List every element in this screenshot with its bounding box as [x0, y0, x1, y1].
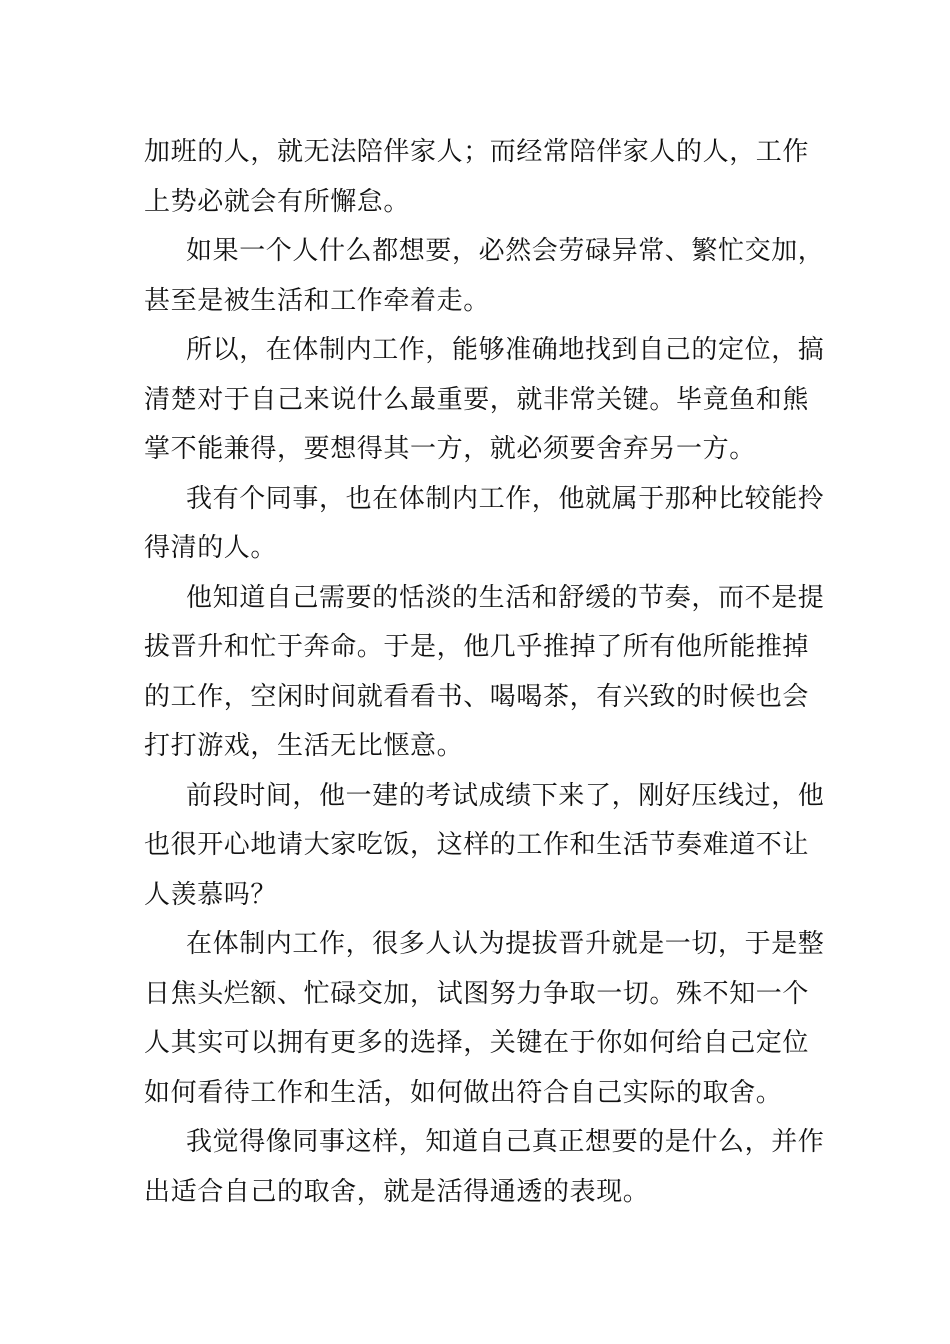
text-line: 加班的人，就无法陪伴家人；而经常陪伴家人的人，工作 — [144, 137, 810, 167]
text-line: 人羡慕吗？ — [144, 879, 278, 910]
text-line: 如果一个人什么都想要，必然会劳碌异常、繁忙交加， — [186, 236, 825, 266]
text-line: 掌不能兼得，要想得其一方，就必须要舍弃另一方。 — [144, 434, 756, 464]
text-line: 清楚对于自己来说什么最重要，就非常关键。毕竟鱼和熊 — [144, 384, 810, 415]
text-line: 出适合自己的取舍，就是活得通透的表现。 — [144, 1176, 650, 1207]
paragraph-7 — [144, 920, 825, 1118]
paragraph-1 — [144, 128, 808, 227]
text-line: 的工作，空闲时间就看看书、喝喝茶，有兴致的时候也会 — [144, 681, 810, 712]
text-line: 我有个同事，也在体制内工作，他就属于那种比较能拎 — [186, 483, 825, 514]
paragraph-3 — [144, 326, 825, 475]
text-line: 他知道自己需要的恬淡的生活和舒缓的节奏，而不是提 — [186, 582, 825, 613]
text-line: 得清的人。 — [144, 533, 278, 563]
text-line: 上势必就会有所懈怠。 — [144, 186, 411, 217]
article-body — [144, 128, 825, 1217]
text-line: 也很开心地请大家吃饭，这样的工作和生活节奏难道不让 — [144, 830, 810, 860]
text-line: 打打游戏，生活无比惬意。 — [144, 731, 464, 761]
text-line: 拔晋升和忙于奔命。于是，他几乎推掉了所有他所能推掉 — [144, 632, 810, 662]
text-line: 日焦头烂额、忙碌交加，试图努力争取一切。殊不知一个 — [144, 978, 810, 1009]
paragraph-6 — [144, 772, 825, 921]
text-line: 如何看待工作和生活，如何做出符合自己实际的取舍。 — [144, 1077, 783, 1108]
text-line: 所以，在体制内工作，能够准确地找到自己的定位，搞 — [186, 335, 825, 365]
paragraph-4 — [144, 475, 825, 574]
paragraph-8 — [144, 1118, 825, 1217]
text-line: 在体制内工作，很多人认为提拔晋升就是一切，于是整 — [186, 929, 825, 959]
paragraph-2 — [144, 227, 825, 326]
text-line: 前段时间，他一建的考试成绩下来了，刚好压线过，他 — [186, 780, 825, 811]
text-line: 我觉得像同事这样，知道自己真正想要的是什么，并作 — [186, 1127, 825, 1157]
text-line: 人其实可以拥有更多的选择，关键在于你如何给自己定位 — [144, 1028, 810, 1058]
text-line: 甚至是被生活和工作牵着走。 — [144, 285, 490, 316]
paragraph-5 — [144, 574, 825, 772]
